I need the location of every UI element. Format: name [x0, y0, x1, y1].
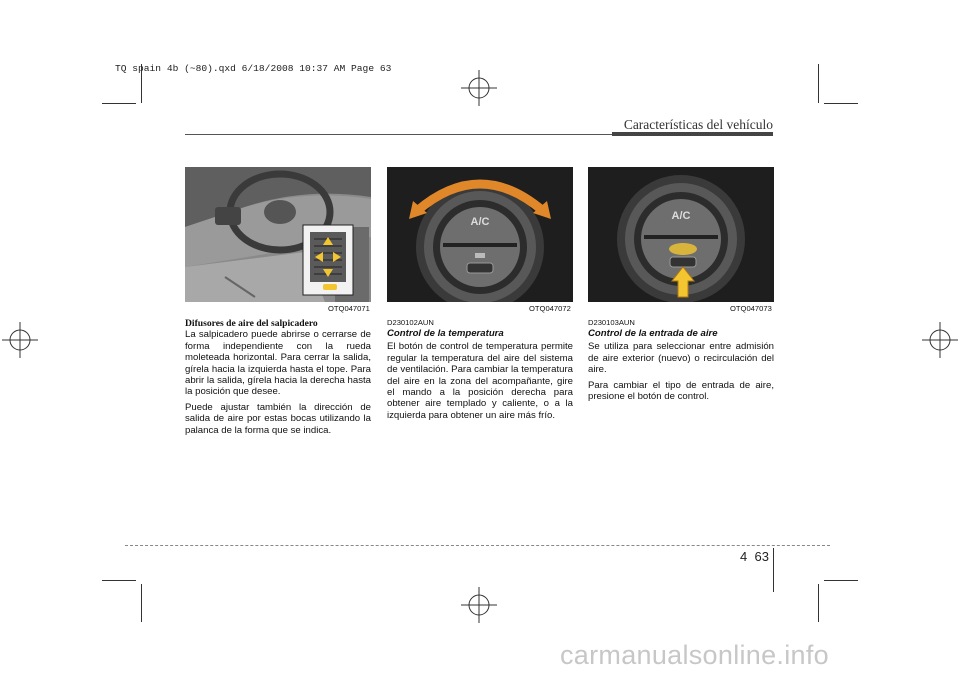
- temperature-knob-illustration: [387, 167, 573, 302]
- crop-mark: [824, 580, 858, 581]
- page-number-bar: [773, 548, 774, 592]
- crop-mark: [818, 64, 819, 103]
- registration-target-icon: [459, 585, 499, 625]
- crop-mark: [102, 103, 136, 104]
- section-heading: Difusores de aire del salpicadero: [185, 318, 318, 329]
- print-slug-line: TQ spain 4b (~80).qxd 6/18/2008 10:37 AM Page 63: [115, 63, 392, 74]
- section-heading: Control de la temperatura: [387, 328, 504, 339]
- reference-code: D230102AUN: [387, 318, 434, 327]
- figure-code: OTQ047073: [730, 304, 772, 313]
- temperature-control-figure: [387, 167, 573, 302]
- body-paragraph: Para cambiar el tipo de entrada de aire, presione el botón de control.: [588, 379, 774, 403]
- dashboard-vent-figure: [185, 167, 371, 302]
- body-paragraph: El botón de control de temperatura permite regular la temperatura del aire del sistema de ventilación. Para cambiar la temperatura del aire en la zona del acompañante, gire el mando a la posición derecha para obtener aire templado y caliente, o a la izquierda para obtener un aire más frío.: [387, 341, 573, 421]
- ac-label: A/C: [470, 216, 490, 228]
- column-dashboard-vents: [185, 318, 371, 440]
- chapter-number: 4: [740, 549, 748, 564]
- body-paragraph: La salpicadero puede abrirse o cerrarse de forma independiente con la rueda moleteada horizontal. Para cerrar la salida, gírela hacia la izquierda hasta el tope. Para abrir la salida, gírela hacia la derecha hasta la posición que desee.: [185, 329, 371, 398]
- crop-mark: [824, 103, 858, 104]
- registration-target-icon: [0, 320, 40, 360]
- reference-code: D230103AUN: [588, 318, 635, 327]
- air-intake-knob-illustration: [588, 167, 774, 302]
- section-title: Características del vehículo: [623, 117, 773, 132]
- dashboard-illustration: [185, 167, 371, 302]
- registration-target-icon: [459, 68, 499, 108]
- air-intake-control-figure: [588, 167, 774, 302]
- section-heading: Control de la entrada de aire: [588, 328, 718, 339]
- page-number: [740, 549, 769, 564]
- figure-code: OTQ047071: [328, 304, 370, 313]
- footer-dashed-rule: [125, 545, 830, 546]
- column-air-intake-control: [588, 318, 774, 406]
- crop-mark: [818, 584, 819, 622]
- figure-code: OTQ047072: [529, 304, 571, 313]
- crop-mark: [141, 584, 142, 622]
- header-rule-accent: [612, 132, 773, 136]
- column-temperature-control: [387, 318, 573, 425]
- crop-mark: [102, 580, 136, 581]
- watermark: carmanualsonline.info: [560, 640, 829, 670]
- page-number-value: 63: [754, 549, 769, 564]
- body-paragraph: Se utiliza para seleccionar entre admisión de aire exterior (nuevo) o recirculación del aire.: [588, 341, 774, 376]
- body-paragraph: Puede ajustar también la dirección de salida de aire por estas bocas utilizando la palanca de la forma que se indica.: [185, 401, 371, 436]
- ac-label: A/C: [671, 210, 691, 222]
- registration-target-icon: [920, 320, 960, 360]
